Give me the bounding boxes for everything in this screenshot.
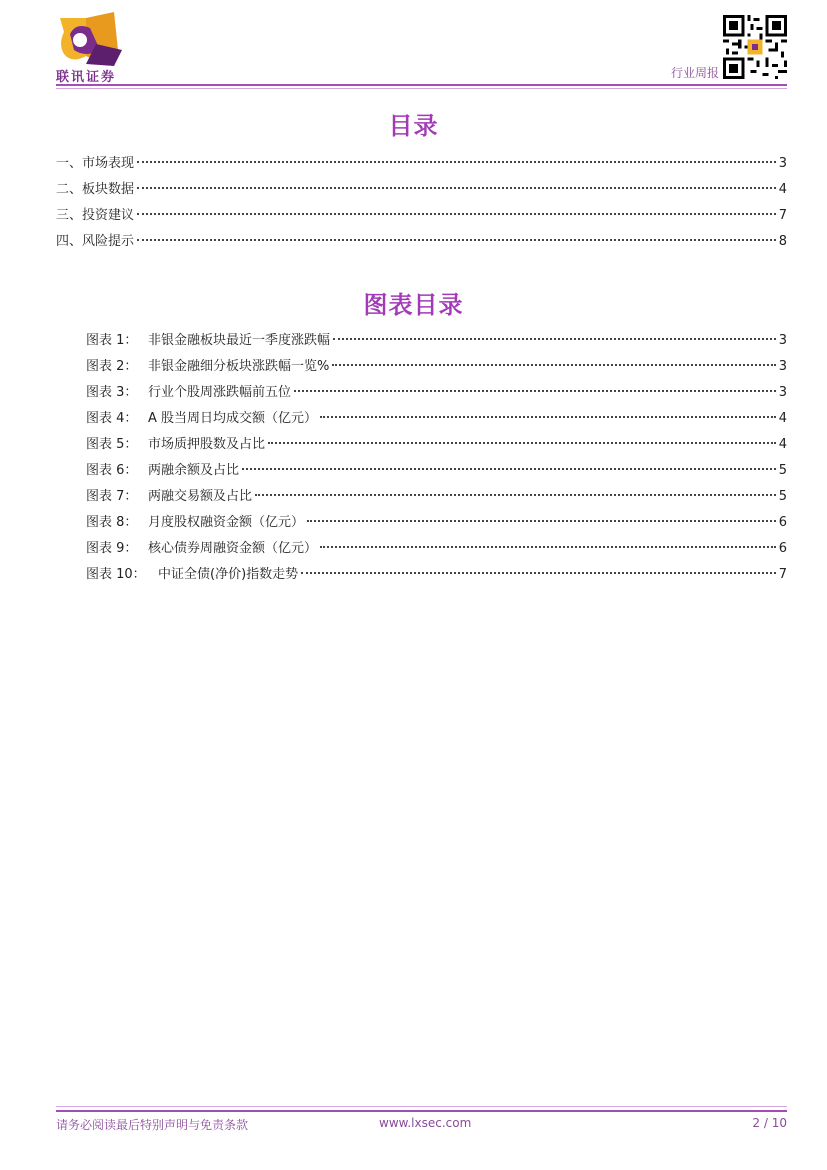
figure-list-title: 图表目录 [363,291,464,319]
toc-leader-dots [137,186,776,189]
footer-divider-thin [56,1106,787,1107]
figure-entry-title: 两融余额及占比 [148,463,240,478]
toc-leader-dots [255,493,776,496]
qr-code-icon [723,15,787,79]
figure-list [86,328,787,588]
toc-entry-page: 3 [778,156,787,171]
figure-entry-title: 市场质押股数及占比 [148,437,266,452]
toc-leader-dots [268,441,776,444]
toc-leader-dots [294,389,776,392]
figure-entry[interactable] [86,328,787,354]
figure-entry-page: 3 [778,359,787,374]
toc-leader-dots [301,571,776,574]
figure-entry-title: 非银金融细分板块涨跌幅一览% [148,359,330,374]
report-type-label: 行业周报 [670,66,719,80]
figure-entry[interactable] [86,484,787,510]
figure-entry-number: 图表 4： [86,411,138,426]
toc-entry-label: 四、风险提示 [56,234,135,249]
figure-entry-page: 6 [778,541,787,556]
figure-entry-page: 4 [778,437,787,452]
figure-entry-page: 6 [778,515,787,530]
figure-entry-title: 非银金融板块最近一季度涨跌幅 [148,333,331,348]
toc-leader-dots [333,337,776,340]
page-header [0,0,827,90]
figure-entry-title: 两融交易额及占比 [148,489,253,504]
figure-entry-page: 4 [778,411,787,426]
toc-title: 目录 [388,112,439,140]
figure-entry-number: 图表 6： [86,463,138,478]
toc-entry[interactable] [56,151,787,177]
toc-leader-dots [320,415,776,418]
page-number: 2 / 10 [752,1116,787,1130]
toc-leader-dots [137,212,776,215]
figure-entry-page: 3 [778,333,787,348]
figure-entry[interactable] [86,458,787,484]
header-divider-thin [56,88,787,89]
website-link[interactable]: www.lxsec.com [379,1116,472,1130]
figure-entry-number: 图表 1： [86,333,138,348]
figure-entry-page: 7 [778,567,787,582]
toc-entry-label: 二、板块数据 [56,182,135,197]
figure-entry[interactable] [86,536,787,562]
toc-entry-page: 4 [778,182,787,197]
figure-entry-number: 图表 10： [86,567,146,582]
toc-leader-dots [307,519,776,522]
figure-entry-title: 中证全债(净价)指数走势 [158,567,299,582]
toc-leader-dots [320,545,776,548]
figure-entry-page: 5 [778,489,787,504]
toc-entry[interactable] [56,203,787,229]
toc-entry-page: 8 [778,234,787,249]
figure-entry-title: 行业个股周涨跌幅前五位 [148,385,292,400]
figure-entry-number: 图表 8： [86,515,138,530]
toc-list [56,151,787,255]
figure-entry[interactable] [86,380,787,406]
toc-entry-page: 7 [778,208,787,223]
figure-entry-page: 5 [778,463,787,478]
toc-entry-label: 三、投资建议 [56,208,135,223]
figure-entry-title: A 股当周日均成交额（亿元） [148,411,318,426]
toc-entry[interactable] [56,229,787,255]
figure-entry-title: 月度股权融资金额（亿元） [148,515,305,530]
figure-entry-number: 图表 5： [86,437,138,452]
toc-leader-dots [137,238,776,241]
disclaimer-link[interactable]: 请务必阅读最后特别声明与免责条款 [56,1118,249,1132]
figure-entry-number: 图表 7： [86,489,138,504]
toc-entry-label: 一、市场表现 [56,156,135,171]
figure-entry[interactable] [86,354,787,380]
figure-entry-title: 核心债券周融资金额（亿元） [148,541,318,556]
toc-entry[interactable] [56,177,787,203]
figure-entry-page: 3 [778,385,787,400]
figure-entry[interactable] [86,406,787,432]
toc-leader-dots [332,363,775,366]
toc-leader-dots [242,467,776,470]
figure-entry-number: 图表 2： [86,359,138,374]
figure-entry[interactable] [86,562,787,588]
figure-entry-number: 图表 9： [86,541,138,556]
figure-entry-number: 图表 3： [86,385,138,400]
toc-leader-dots [137,160,776,163]
header-divider [56,84,787,86]
figure-entry[interactable] [86,432,787,458]
figure-entry[interactable] [86,510,787,536]
footer-divider [56,1110,787,1112]
logo-text: 联讯证券 [56,70,117,85]
